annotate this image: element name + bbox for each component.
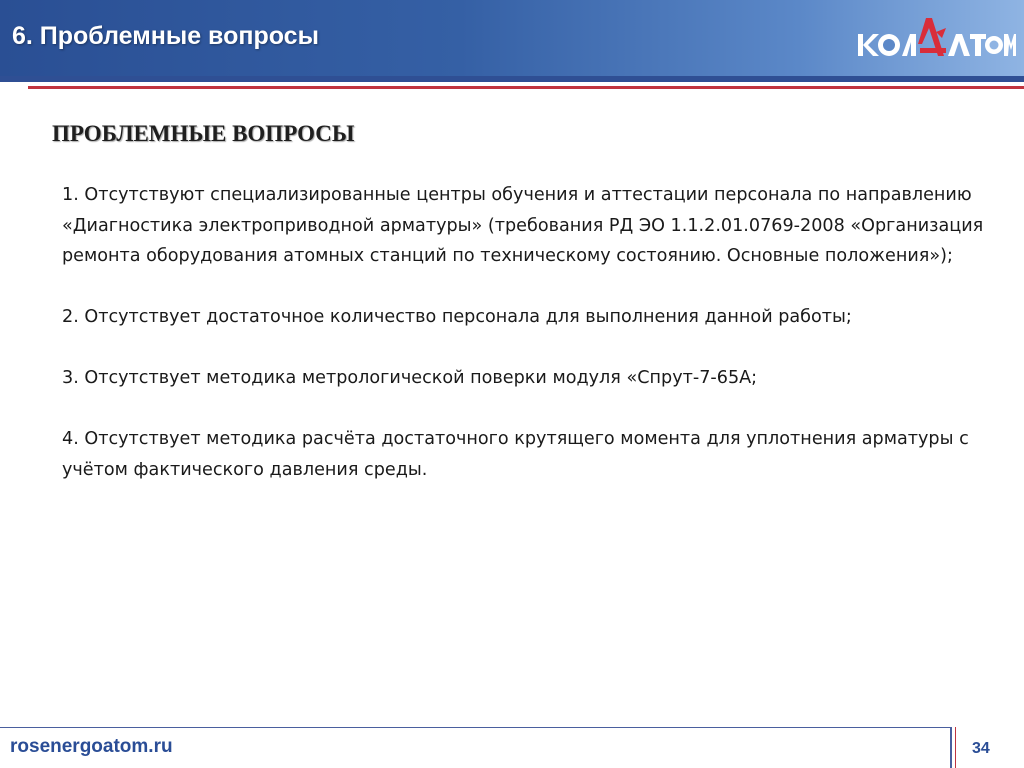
page-number: 34 [972, 740, 990, 757]
rosenergoatom-logo [856, 14, 1016, 66]
header-stripe-red [28, 86, 1024, 89]
issue-item-3: 3. Отсутствует методика метрологической поверки модуля «Спрут-7-65А; [62, 368, 758, 388]
issue-item-1: 1. Отсутствуют специализированные центры обучения и аттестации персонала по направлению «Диагностика электроприводной арматуры» (требования РД ЭО 1.1.2.01.0769-2008 «Организация ремонта оборудования атомных станций по техническому состоянию. Основные положения»); [62, 185, 984, 266]
section-heading: ПРОБЛЕМНЫЕ ВОПРОСЫ [52, 121, 355, 146]
footer-vertical-divider [950, 727, 952, 768]
issues-list [62, 180, 987, 516]
footer-divider [0, 727, 950, 728]
footer-vertical-divider-red [955, 727, 956, 768]
header-stripe-blue [0, 76, 1024, 82]
slide-title: 6. Проблемные вопросы [12, 22, 319, 50]
issue-item-2: 2. Отсутствует достаточное количество персонала для выполнения данной работы; [62, 307, 852, 327]
footer-website-link[interactable]: rosenergoatom.ru [10, 736, 173, 757]
issue-item-4: 4. Отсутствует методика расчёта достаточного крутящего момента для уплотнения арматуры с учётом фактического давления среды. [62, 429, 969, 480]
